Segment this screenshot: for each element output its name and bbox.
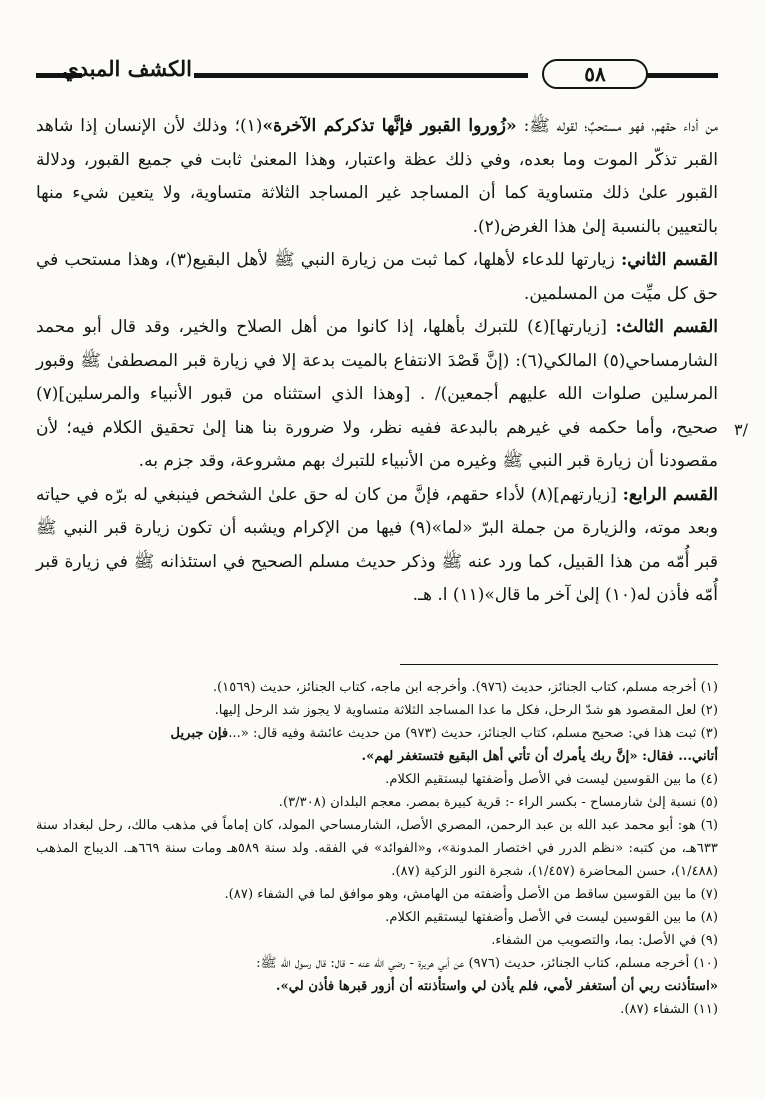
footnote-separator [400,664,718,665]
header-rule-middle [194,73,528,78]
header-rule-right [646,73,718,78]
section-label-3: القسم الثالث: [615,317,718,337]
footnote-1: (١) أخرجه مسلم، كتاب الجنائز، حديث (٩٧٦). وأخرجه ابن ماجه، كتاب الجنائز، حديث (١٥٦٩). [212,680,718,695]
footnote-3 [36,722,718,768]
main-text [36,110,718,613]
footnote-8: (٨) ما بين القوسين ليست في الأصل وأضفتها ليستقيم الكلام. [385,910,718,925]
section-label-2: القسم الثاني: [620,250,718,270]
footnote-11: (١١) الشفاء (٨٧). [620,1002,718,1017]
section-label-4: القسم الرابع: [622,484,719,505]
footnote-9: (٩) في الأصل: بما، والتصويب من الشفاء. [491,933,718,948]
footnote-10-text: (١٠) أخرجه مسلم، كتاب الجنائز، حديث (٩٧٦) عن أبي هريرة - رضي الله عنه - قال: قال رسول الله ﷺ: [256,956,718,971]
footnotes [36,676,718,1021]
footnote-5: (٥) نسبة إلىٰ شارمساح - بكسر الراء -: قرية كبيرة بمصر. معجم البلدان (٣/٣٠٨). [278,795,718,810]
paragraph-3 [36,311,718,479]
footnote-10 [36,952,718,998]
footnote-10-hadith: «استأذنت ربي أن أستغفر لأمي، فلم يأذن لي واستأذنته أن أزور قبرها فأذن لي». [275,979,718,994]
paragraph-2-text: زيارتها للدعاء لأهلها، كما ثبت من زيارة النبي ﷺ لأهل البقيع(٣)، وهذا مستحب في حق كل ميِّت من المسلمين. [36,250,718,304]
paragraph-1-intro: من أداء حقهم، فهو مستحبٌ؛ لقوله ﷺ: [516,116,718,136]
footnote-4: (٤) ما بين القوسين ليست في الأصل وأضفتها ليستقيم الكلام. [385,772,718,787]
hadith-quote: «زُوروا القبور فإنَّها تذكركم الآخرة» [262,116,517,136]
footnote-3-hadith-a: فإن جبريل [170,726,229,741]
paragraph-3-text: [زيارتها](٤) للتبرك بأهلها، إذا كانوا من أهل الصلاح والخير، وقد قال أبو محمد الشارمساحي(٥) المالكي(٦): (إنَّ قَصْدَ الانتفاع بالميت بدعة إلا في زيارة قبر المصطفىٰ ﷺ وقبور المرسلين صلوات الله عليهم أجمعين)/ . [وهذا الذي استثناه من قبور الأنبياء والمرسلين](٧) صحيح، وأما حكمه في غيرهم بالبدعة ففيه نظر، ولا ضرورة بنا هنا إلىٰ تحقيق الكلام فيه؛ لأن مقصودنا أن زيارة قبر النبي ﷺ وغيره من الأنبياء للتبرك بهم مشروعة، وقد جزم به. [36,317,718,471]
paragraph-4-text: [زيارتهم](٨) لأداء حقهم، فإنَّ من كان له حق علىٰ الشخص فينبغي له برّه في حياته وبعد موته، والزيارة من جملة البرّ «لما»(٩) فيها من الإكرام ويشبه أن تكون زيارة قبر النبي ﷺ قبر أُمّه من هذا القبيل، كما ورد عنه ﷺ وذكر حديث مسلم الصحيح في استئذانه ﷺ في زيارة قبر أُمّه فأذن له(١٠) إلىٰ آخر ما قال»(١١) ا. هـ. [36,484,718,605]
footnote-2: (٢) لعل المقصود هو شدّ الرحل، فكل ما عدا المساجد الثلاثة متساوية لا يجوز شد الرحل إليها. [214,703,718,718]
footnote-6: (٦) هو: أبو محمد عبد الله بن عبد الرحمن، المصري الأصل، الشارمساحي المولد، كان إماماً في مذهب مالك، رحل لبغداد سنة ٦٣٣هـ، من كتبه: «نظم الدرر في اختصار المدونة»، و«الفوائد» في الفقه. ولد سنة ٥٨٩هـ ومات سنة ٦٦٩هـ. الديباج المذهب (١/٤٨٨)، حسن المحاضرة (١/٤٥٧)، شجرة النور الزكية (٨٧). [36,818,718,879]
page-number: ٥٨ [542,59,648,89]
paragraph-2 [36,244,718,311]
paragraph-4 [36,479,718,613]
book-title: الكشف المبدي [62,56,192,81]
footnote-3-text: (٣) ثبت هذا في: صحيح مسلم، كتاب الجنائز، حديث (٩٧٣) من حديث عائشة وفيه قال: «... [228,726,718,741]
paragraph-1 [36,110,718,244]
paragraph-1-rest: (١)؛ وذلك لأن الإنسان إذا شاهد القبر تذكّر الموت وما بعده، وفي ذلك عظة واعتبار، وهذا المعنىٰ ثابت في جميع القبور، ودلالة القبور علىٰ ذلك متساوية كما أن المساجد غير المساجد الثلاثة متساوية، ولا يتعين شيء منها بالتعيين بالنسبة إلىٰ هذا الغرض(٢). [36,116,718,237]
footnote-3-hadith-b: أتاني... فقال: «إنَّ ربك يأمرك أن تأتي أهل البقيع فتستغفر لهم». [361,749,718,764]
footnote-7: (٧) ما بين القوسين ساقط من الأصل وأضفته من الهامش، وهو موافق لما في الشفاء (٨٧). [224,887,718,902]
page-header [36,58,718,94]
margin-folio-note: ٣/ [734,420,748,439]
